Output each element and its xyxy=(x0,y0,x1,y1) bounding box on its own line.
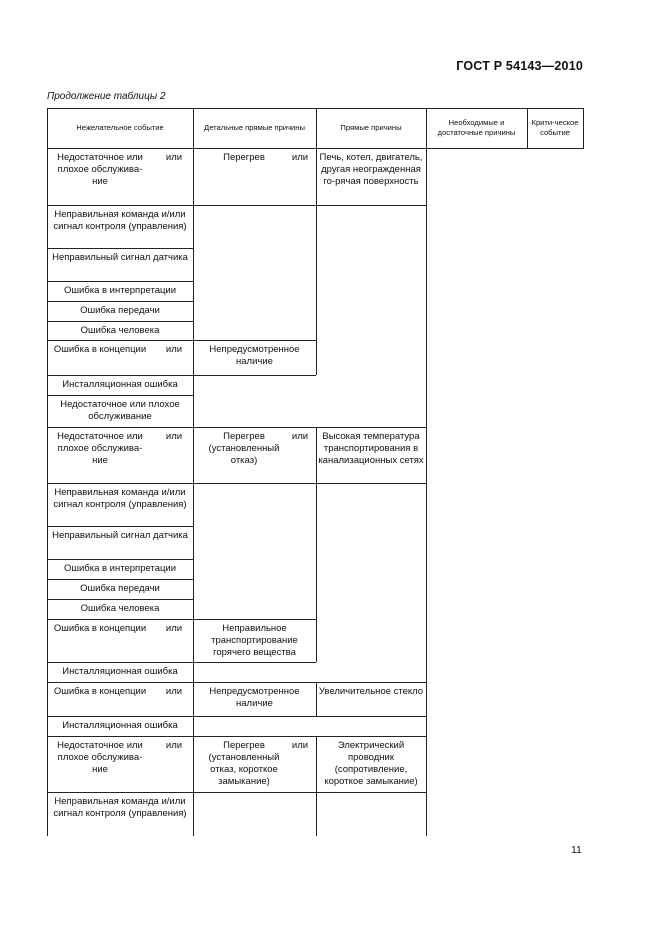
or-label: или xyxy=(165,623,183,634)
column-divider xyxy=(316,483,317,662)
table-caption: Продолжение таблицы 2 xyxy=(47,91,166,102)
detailed-cause-bottom-border xyxy=(193,375,316,376)
undesired-event-cell: Ошибка в интерпретации xyxy=(63,285,177,296)
row-divider xyxy=(47,559,193,560)
row-divider xyxy=(47,375,193,376)
column-divider xyxy=(316,792,317,836)
undesired-event-cell: Ошибка передачи xyxy=(80,305,160,316)
undesired-event-cell: Недостаточное или плохое обслужива-ние xyxy=(57,740,143,775)
or-label: или xyxy=(165,740,183,751)
row-divider xyxy=(47,662,193,663)
undesired-event-cell: Неправильная команда и/или сигнал контроля (управления) xyxy=(53,796,187,819)
column-divider xyxy=(426,148,427,836)
undesired-event-cell: Ошибка передачи xyxy=(80,583,160,594)
header-column-divider xyxy=(426,108,427,148)
undesired-event-cell: Ошибка в интерпретации xyxy=(63,563,177,574)
table-right-border xyxy=(583,108,584,149)
direct-cause-bottom-border xyxy=(316,792,426,793)
row-divider xyxy=(47,579,193,580)
direct-cause-cell: Печь, котел, двигатель, другая неогражденная го-рячая поверхность xyxy=(319,152,423,187)
direct-cause-bottom-border xyxy=(316,205,426,206)
detailed-cause-top-border xyxy=(193,736,316,737)
detailed-cause-top-border xyxy=(193,682,316,683)
undesired-event-cell: Ошибка в концепции xyxy=(53,344,147,355)
column-divider xyxy=(193,148,194,836)
undesired-event-cell: Неправильный сигнал датчика xyxy=(52,252,188,263)
column-divider xyxy=(316,682,317,716)
undesired-event-cell: Недостаточное или плохое обслужива-ние xyxy=(57,152,143,187)
detailed-cause-top-border xyxy=(193,619,316,620)
header-column-divider xyxy=(316,108,317,148)
row-divider xyxy=(47,395,193,396)
row-divider xyxy=(47,792,193,793)
column-divider xyxy=(316,427,317,483)
or-label: или xyxy=(291,740,309,751)
detailed-cause-bottom-border xyxy=(193,792,316,793)
or-label: или xyxy=(165,152,183,163)
row-divider xyxy=(47,682,193,683)
or-label: или xyxy=(165,431,183,442)
row-divider xyxy=(47,281,193,282)
detailed-cause-cell: Перегрев (установленный отказ, короткое замыкание) xyxy=(208,740,280,787)
direct-cause-top-border xyxy=(316,736,426,737)
header-column-divider xyxy=(193,108,194,148)
document-number: ГОСТ Р 54143—2010 xyxy=(456,59,583,73)
undesired-event-cell: Ошибка в концепции xyxy=(53,686,147,697)
header-column-divider xyxy=(527,108,528,148)
direct-cause-bottom-border xyxy=(316,483,426,484)
or-label: или xyxy=(291,152,309,163)
undesired-event-cell: Ошибка в концепции xyxy=(53,623,147,634)
detailed-cause-top-border xyxy=(193,148,316,149)
table-left-border xyxy=(47,108,48,836)
undesired-event-cell: Неправильная команда и/или сигнал контроля (управления) xyxy=(53,209,187,232)
header-necessary-sufficient-causes: Необходимые и достаточные причины xyxy=(437,117,516,137)
row-divider xyxy=(47,248,193,249)
column-divider xyxy=(316,736,317,792)
row-divider xyxy=(47,736,193,737)
undesired-event-cell: Недостаточное или плохое обслуживание xyxy=(60,399,180,422)
row-divider xyxy=(47,340,193,341)
direct-cause-top-border xyxy=(316,148,426,149)
detailed-cause-cell: Непредусмотренное наличие xyxy=(209,686,300,709)
detailed-cause-cell: Перегрев xyxy=(223,152,265,163)
row-divider xyxy=(47,526,193,527)
row-divider xyxy=(47,483,193,484)
or-label: или xyxy=(165,344,183,355)
direct-cause-cell: Высокая температура транспортирования в канализационных сетях xyxy=(318,431,424,466)
header-detailed-direct-causes: Детальные прямые причины xyxy=(204,122,305,132)
detailed-cause-top-border xyxy=(193,427,316,428)
row-divider xyxy=(47,301,193,302)
detailed-cause-bottom-border xyxy=(193,716,316,717)
direct-cause-top-border xyxy=(316,427,426,428)
undesired-event-cell: Неправильный сигнал датчика xyxy=(52,530,188,541)
header-critical-event: Крити-ческое событие xyxy=(531,117,579,137)
row-divider xyxy=(47,716,193,717)
direct-cause-top-border xyxy=(316,682,426,683)
undesired-event-cell: Ошибка человека xyxy=(80,603,160,614)
undesired-event-cell: Инсталляционная ошибка xyxy=(62,379,178,390)
page-number: 11 xyxy=(571,844,582,856)
detailed-cause-cell: Перегрев (установленный отказ) xyxy=(208,431,280,466)
header-direct-causes: Прямые причины xyxy=(340,122,402,132)
undesired-event-cell: Инсталляционная ошибка xyxy=(62,720,178,731)
column-divider xyxy=(316,148,317,205)
undesired-event-cell: Неправильная команда и/или сигнал контроля (управления) xyxy=(53,487,187,510)
undesired-event-cell: Недостаточное или плохое обслужива-ние xyxy=(57,431,143,466)
direct-cause-cell: Увеличительное стекло xyxy=(318,686,424,697)
detailed-cause-top-border xyxy=(193,340,316,341)
column-divider xyxy=(316,205,317,375)
detailed-cause-cell: Неправильное транспортирование горячего вещества xyxy=(211,623,298,658)
row-divider xyxy=(47,599,193,600)
row-divider xyxy=(47,321,193,322)
row-divider xyxy=(47,619,193,620)
undesired-event-cell: Инсталляционная ошибка xyxy=(62,666,178,677)
detailed-cause-bottom-border xyxy=(193,662,316,663)
row-divider xyxy=(47,427,193,428)
row-divider xyxy=(47,205,193,206)
detailed-cause-bottom-border xyxy=(193,483,316,484)
header-undesired-event: Нежелательное событие xyxy=(76,122,164,132)
detailed-cause-bottom-border xyxy=(193,205,316,206)
undesired-event-cell: Ошибка человека xyxy=(80,325,160,336)
detailed-cause-cell: Непредусмотренное наличие xyxy=(209,344,300,367)
direct-cause-bottom-border xyxy=(316,716,426,717)
or-label: или xyxy=(165,686,183,697)
or-label: или xyxy=(291,431,309,442)
direct-cause-cell: Электрический проводник (сопротивление, короткое замыкание) xyxy=(324,740,418,787)
table-top-border xyxy=(47,108,583,109)
